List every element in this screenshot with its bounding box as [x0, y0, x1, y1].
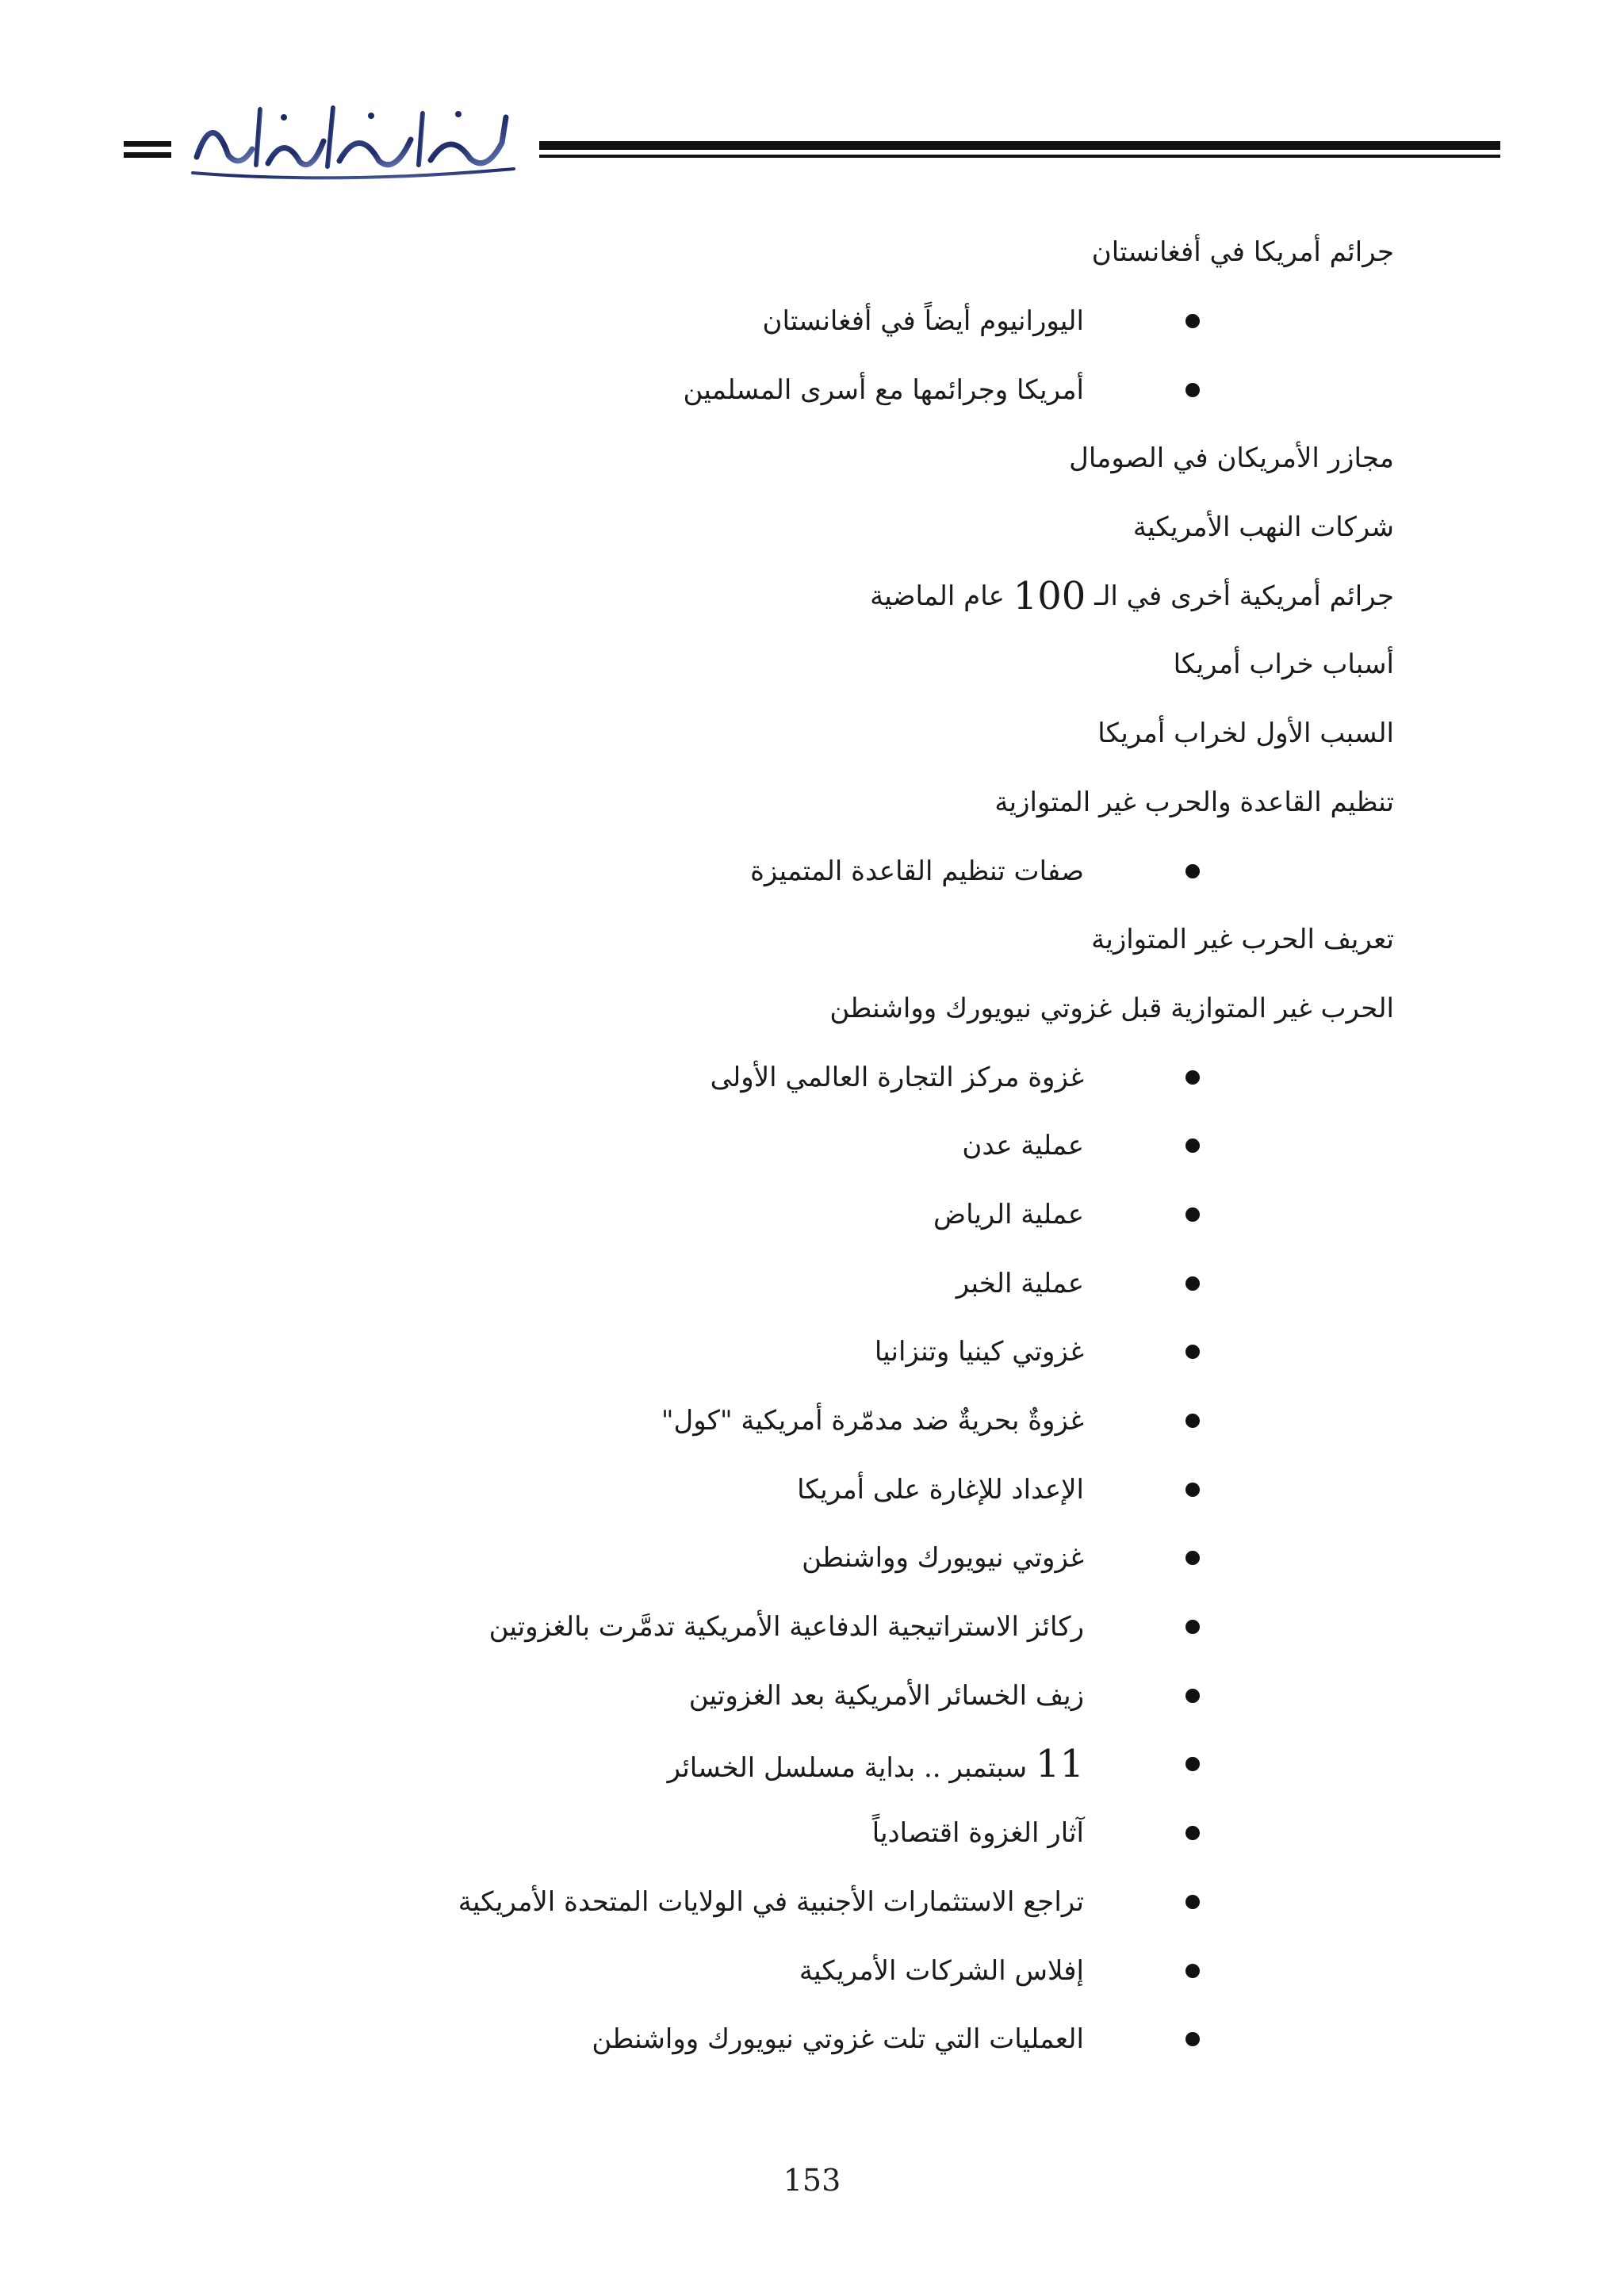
bullet-icon: [1185, 1138, 1200, 1153]
bullet-icon: [1185, 864, 1200, 878]
toc-bullet-text: أمريكا وجرائمها مع أسرى المسلمين: [683, 373, 1084, 406]
bullet-icon: [1185, 314, 1200, 328]
toc-bullet-item: [205, 287, 1394, 356]
bullet-icon: [1185, 1414, 1200, 1428]
bullet-icon: [1185, 1964, 1200, 1978]
bullet-icon: [1185, 1757, 1200, 1771]
toc-heading-number: 100: [1013, 573, 1086, 618]
toc-heading-text-after: عام الماضية: [870, 580, 1005, 612]
toc-heading-text: مجازر الأمريكان في الصومال: [1069, 442, 1394, 475]
header-rule-right-thin: [539, 155, 1500, 158]
toc-heading-text: السبب الأول لخراب أمريكا: [1097, 718, 1394, 750]
toc-bullet-item: [205, 1799, 1394, 1868]
toc-bullet-text: غزوتي كينيا وتنزانيا: [874, 1336, 1084, 1368]
bullet-icon: [1185, 1895, 1200, 1909]
bullet-icon: [1185, 1070, 1200, 1085]
toc-bullet-text: زيف الخسائر الأمريكية بعد الغزوتين: [688, 1679, 1084, 1712]
toc-bullet-text: اليورانيوم أيضاً في أفغانستان: [762, 305, 1084, 338]
toc-heading-text: أسباب خراب أمريكا: [1173, 649, 1394, 681]
calligraphy-logo-icon: [181, 94, 530, 189]
toc-heading: [205, 699, 1394, 768]
toc-heading-text: تعريف الحرب غير المتوازية: [1091, 924, 1394, 956]
toc-bullet-item: [205, 1387, 1394, 1456]
toc-bullet-item: [205, 1318, 1394, 1387]
toc-heading: [205, 905, 1394, 974]
bullet-icon: [1185, 1207, 1200, 1222]
toc-bullet-text-after: سبتمبر .. بداية مسلسل الخسائر: [667, 1752, 1028, 1785]
toc-bullet-item: [205, 1524, 1394, 1593]
toc-heading: [205, 218, 1394, 287]
header-rule-left-bottom: [124, 152, 171, 158]
toc-bullet-item: [205, 1868, 1394, 1937]
toc-heading: [205, 424, 1394, 493]
toc-bullet-text: صفات تنظيم القاعدة المتميزة: [750, 855, 1084, 887]
bullet-icon: [1185, 1276, 1200, 1291]
toc-bullet-text: عملية عدن: [962, 1130, 1084, 1162]
bullet-icon: [1185, 1345, 1200, 1359]
toc-heading: [205, 630, 1394, 699]
toc-bullet-item: [205, 355, 1394, 424]
bullet-icon: [1185, 1620, 1200, 1634]
toc-heading-text: جرائم أمريكا في أفغانستان: [1091, 236, 1394, 269]
toc-bullet-text: ركائز الاستراتيجية الدفاعية الأمريكية تدمَّرت بالغزوتين: [488, 1611, 1084, 1644]
header-rule-right-thick: [539, 141, 1500, 150]
toc-heading-text: الحرب غير المتوازية قبل غزوتي نيويورك وواشنطن: [829, 992, 1394, 1024]
toc-bullet-item: [205, 1661, 1394, 1730]
toc-heading: [205, 561, 1394, 630]
toc-bullet-text: العمليات التي تلت غزوتي نيويورك وواشنطن: [592, 2023, 1084, 2056]
bullet-icon: [1185, 1551, 1200, 1565]
bullet-icon: [1185, 383, 1200, 397]
toc-bullet-text: غزوة مركز التجارة العالمي الأولى: [710, 1061, 1084, 1093]
toc-bullet-text: غزوةٌ بحريةٌ ضد مدمّرة أمريكية "كول": [661, 1405, 1084, 1437]
toc-heading-text: تنظيم القاعدة والحرب غير المتوازية: [994, 786, 1394, 818]
table-of-contents: [205, 218, 1394, 2074]
toc-heading-text: جرائم أمريكية أخرى في الـ: [1094, 580, 1394, 612]
toc-bullet-item: [205, 1455, 1394, 1524]
toc-bullet-item: [205, 2005, 1394, 2074]
toc-bullet-item: [205, 1249, 1394, 1318]
toc-bullet-text: غزوتي نيويورك وواشنطن: [802, 1542, 1084, 1575]
toc-bullet-item: [205, 1181, 1394, 1249]
toc-bullet-text: إفلاس الشركات الأمريكية: [799, 1954, 1084, 1987]
bullet-icon: [1185, 2032, 1200, 2046]
toc-heading: [205, 493, 1394, 562]
page-number: 153: [783, 2163, 841, 2198]
toc-bullet-item: [205, 1730, 1394, 1799]
toc-bullet-item: [205, 1593, 1394, 1662]
toc-heading: [205, 974, 1394, 1043]
bullet-icon: [1185, 1689, 1200, 1703]
bullet-icon: [1185, 1483, 1200, 1497]
toc-heading: [205, 768, 1394, 837]
toc-bullet-item: [205, 1936, 1394, 2005]
toc-bullet-text: [667, 1742, 1084, 1787]
toc-bullet-text: عملية الخبر: [956, 1267, 1084, 1299]
toc-heading-text: شركات النهب الأمريكية: [1132, 511, 1394, 544]
toc-bullet-text: عملية الرياض: [933, 1198, 1084, 1230]
toc-bullet-text: تراجع الاستثمارات الأجنبية في الولايات المتحدة الأمريكية: [458, 1885, 1084, 1918]
toc-bullet-text: آثار الغزوة اقتصادياً: [871, 1817, 1084, 1850]
bullet-icon: [1185, 1826, 1200, 1840]
toc-bullet-text: الإعداد للإغارة على أمريكا: [797, 1473, 1084, 1506]
toc-bullet-item: [205, 836, 1394, 905]
toc-bullet-item: [205, 1112, 1394, 1181]
header-rule-left-top: [124, 141, 171, 147]
toc-bullet-item: [205, 1043, 1394, 1112]
toc-bullet-number: 11: [1035, 1742, 1084, 1787]
